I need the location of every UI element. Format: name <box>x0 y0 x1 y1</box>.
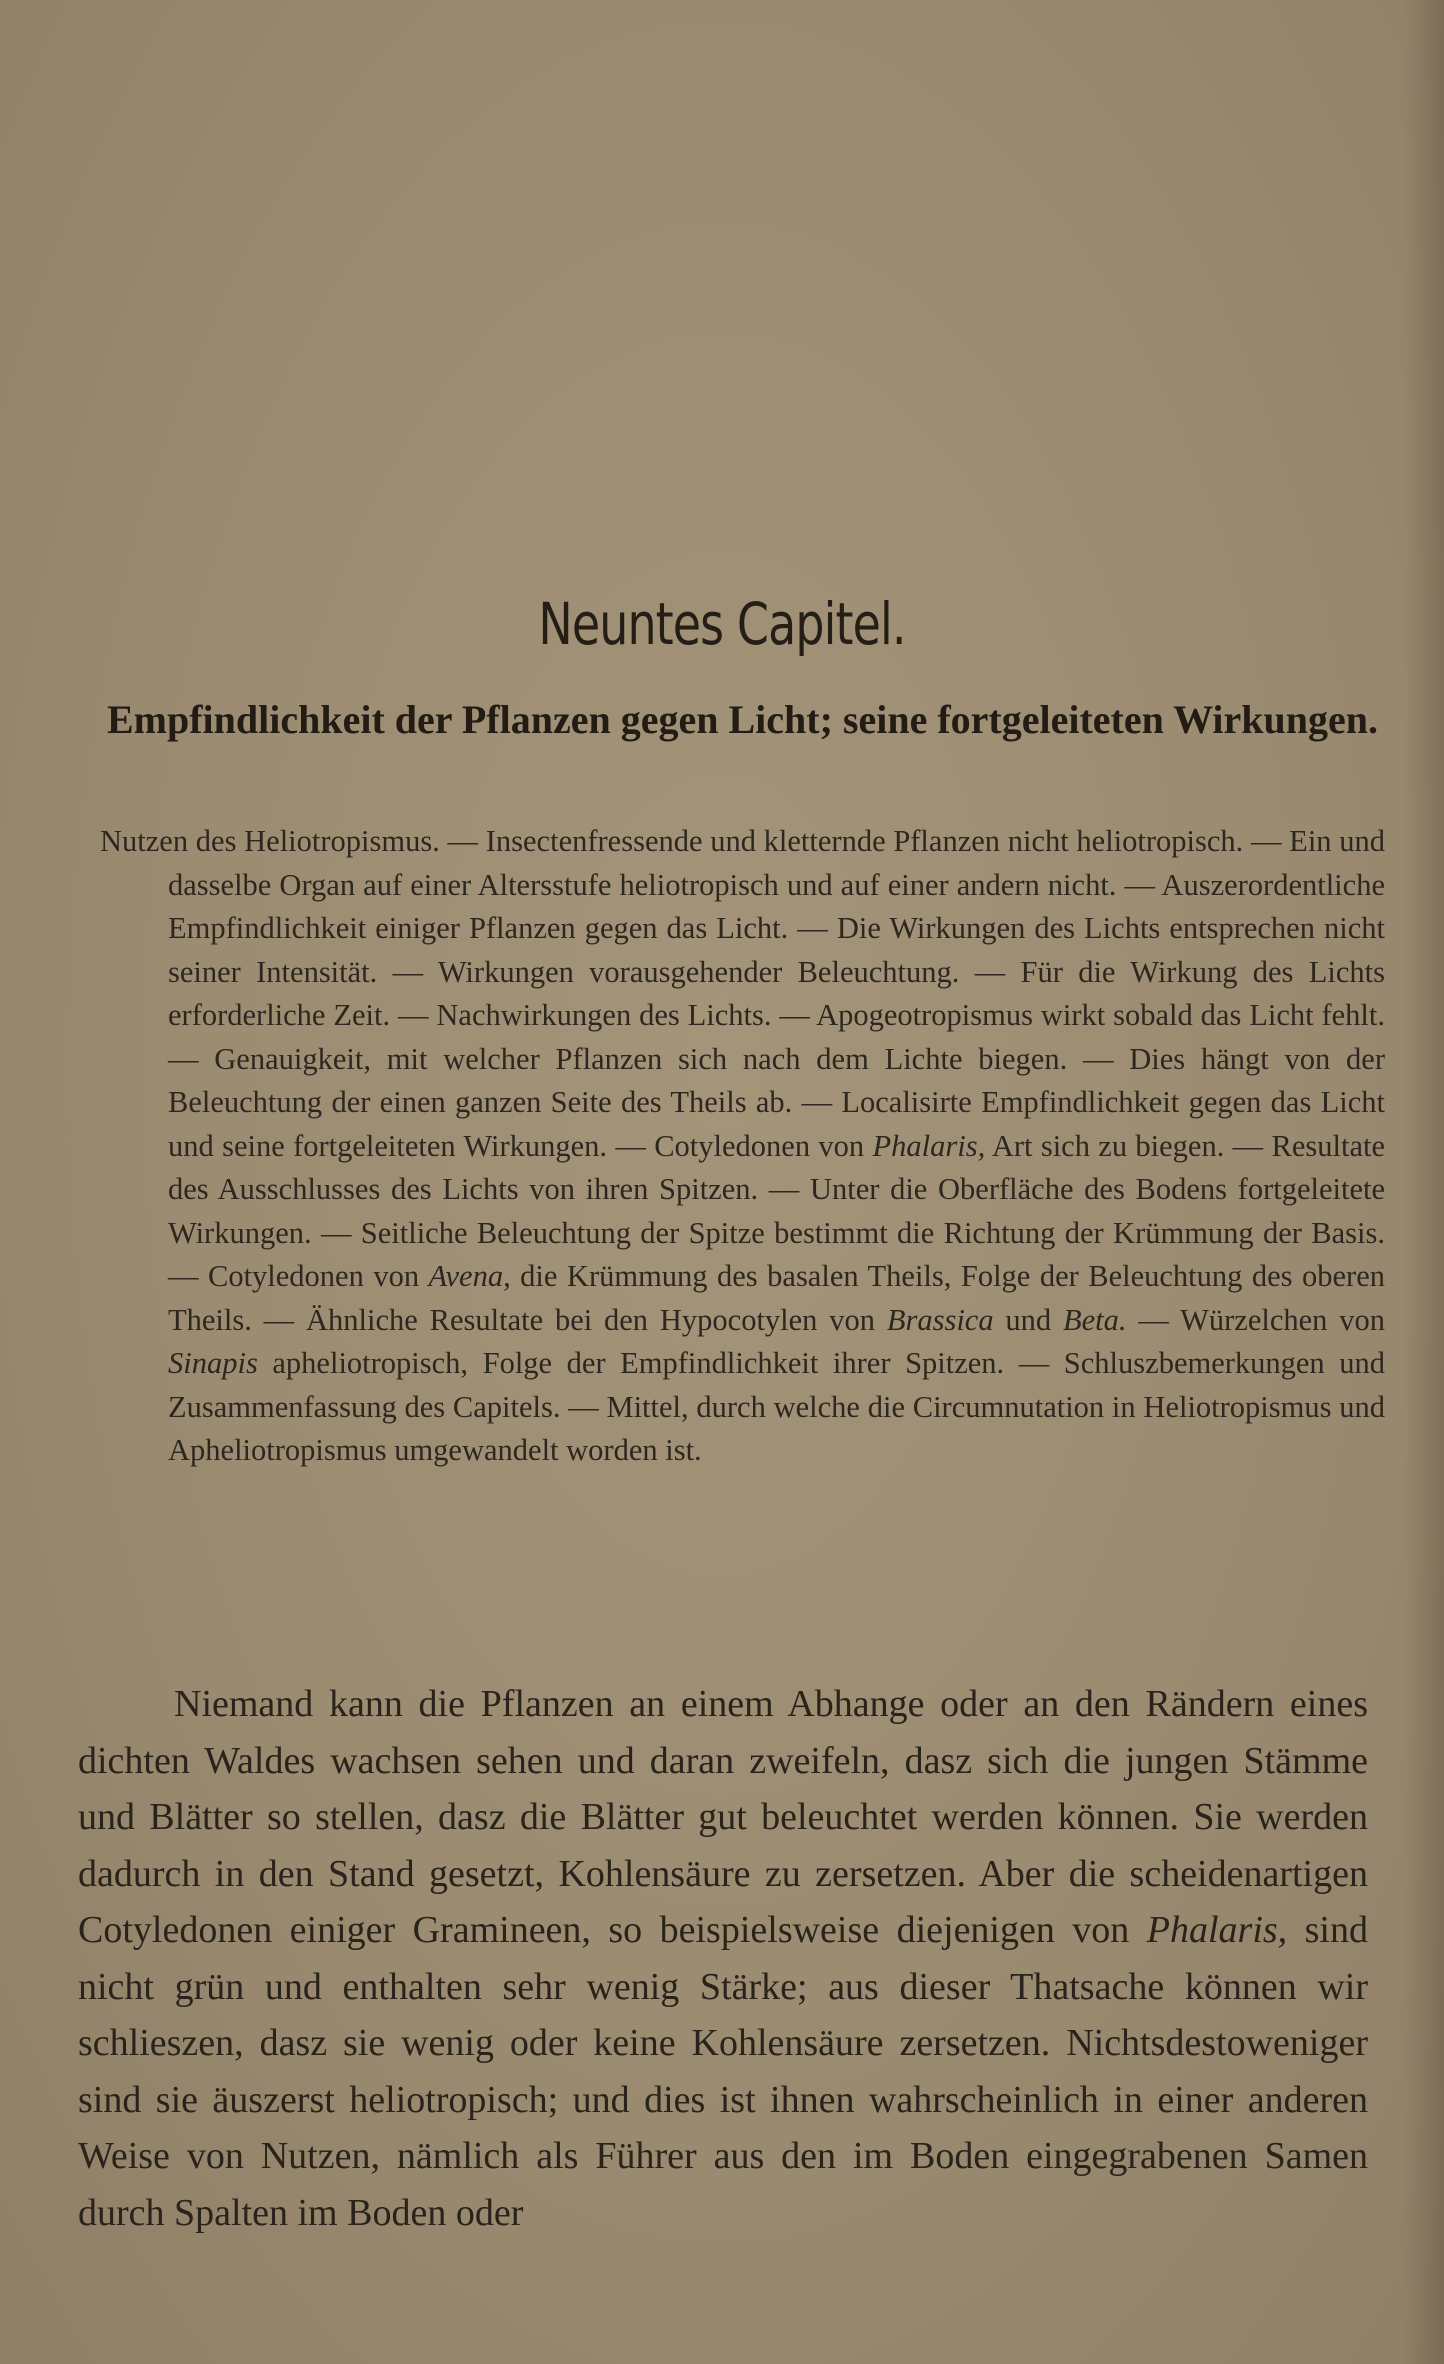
summary-paragraph <box>100 820 1385 1473</box>
summary-italic-avena: Avena, <box>428 1259 511 1293</box>
body-text-1: Niemand kann die Pflanzen an einem Abhange oder an den Rändern eines dichten Waldes wachsen sehen und daran zweifeln, dasz sich die jungen Stämme und Blätter so stellen, dasz die Blätter gut beleuchtet werden können. Sie werden dadurch in den Stand gesetzt, Kohlensäure zu zersetzen. Aber die scheidenartigen Cotyledonen einiger Gramineen, so beispielsweise diejenigen von <box>78 1683 1368 1951</box>
chapter-title: Neuntes Capitel. <box>538 590 906 658</box>
summary-italic-sinapis: Sinapis <box>168 1346 258 1380</box>
chapter-summary <box>100 820 1385 1473</box>
summary-text-2: Art sich zu biegen. — Resultate des Ausschlusses des Lichts von ihren Spitzen. — Unter die Oberfläche des Bodens fortgeleitete Wirkungen. — Seitliche Beleuchtung der Spitze bestimmt die Richtung der Krümmung der Basis. — Cotyledonen von <box>168 1128 1385 1293</box>
body-paragraph <box>78 1676 1368 2241</box>
summary-text-5: — Würzelchen von <box>1126 1302 1385 1337</box>
summary-text-4: und <box>993 1302 1063 1337</box>
summary-italic-beta: Beta. <box>1062 1302 1127 1337</box>
summary-text-1: Nutzen des Heliotropismus. — Insectenfressende und kletternde Pflanzen nicht heliotropisch. — Ein und dasselbe Organ auf einer Altersstufe heliotropisch und auf einer andern nicht. — Auszerordentliche Empfindlichkeit einiger Pflanzen gegen das Licht. — Die Wirkungen des Lichts entsprechen nicht seiner Intensität. — Wirkungen vorausgehender Beleuchtung. — Für die Wirkung des Lichts erforderliche Zeit. — Nachwirkungen des Lichts. — Apogeotropismus wirkt sobald das Licht fehlt. — Genauigkeit, mit welcher Pflanzen sich nach dem Lichte biegen. — Dies hängt von der Beleuchtung der einen ganzen Seite des Theils ab. — Localisirte Empfindlichkeit gegen das Licht und seine fortgeleiteten Wirkungen. — Cotyledonen von <box>100 824 1385 1163</box>
body-text <box>78 1676 1368 2241</box>
body-text-2: sind nicht grün und enthalten sehr wenig Stärke; aus dieser Thatsache können wir schlieszen, dasz sie wenig oder keine Kohlensäure zersetzen. Nichtsdestoweniger sind sie äuszerst heliotropisch; und dies ist ihnen wahrscheinlich in einer anderen Weise von Nutzen, nämlich als Führer aus den im Boden eingegrabenen Samen durch Spalten im Boden oder <box>78 1909 1368 2234</box>
summary-text-3: die Krümmung des basalen Theils, Folge der Beleuchtung des oberen Theils. — Ähnliche Resultate bei den Hypocotylen von <box>168 1259 1385 1337</box>
page-edge-shadow <box>1404 0 1444 2364</box>
chapter-subtitle: Empfindlichkeit der Pflanzen gegen Licht; seine fortgeleiteten Wirkungen. <box>106 697 1379 742</box>
summary-italic-phalaris: Phalaris, <box>872 1128 986 1163</box>
body-italic-phalaris: Phalaris, <box>1146 1909 1288 1951</box>
summary-text-6: apheliotropisch, Folge der Empfindlichkeit ihrer Spitzen. — Schluszbemerkungen und Zusammenfassung des Capitels. — Mittel, durch welche die Circumnutation in Heliotropismus und Apheliotropismus umgewandelt worden ist. <box>168 1346 1385 1467</box>
summary-italic-brassica: Brassica <box>886 1302 994 1337</box>
